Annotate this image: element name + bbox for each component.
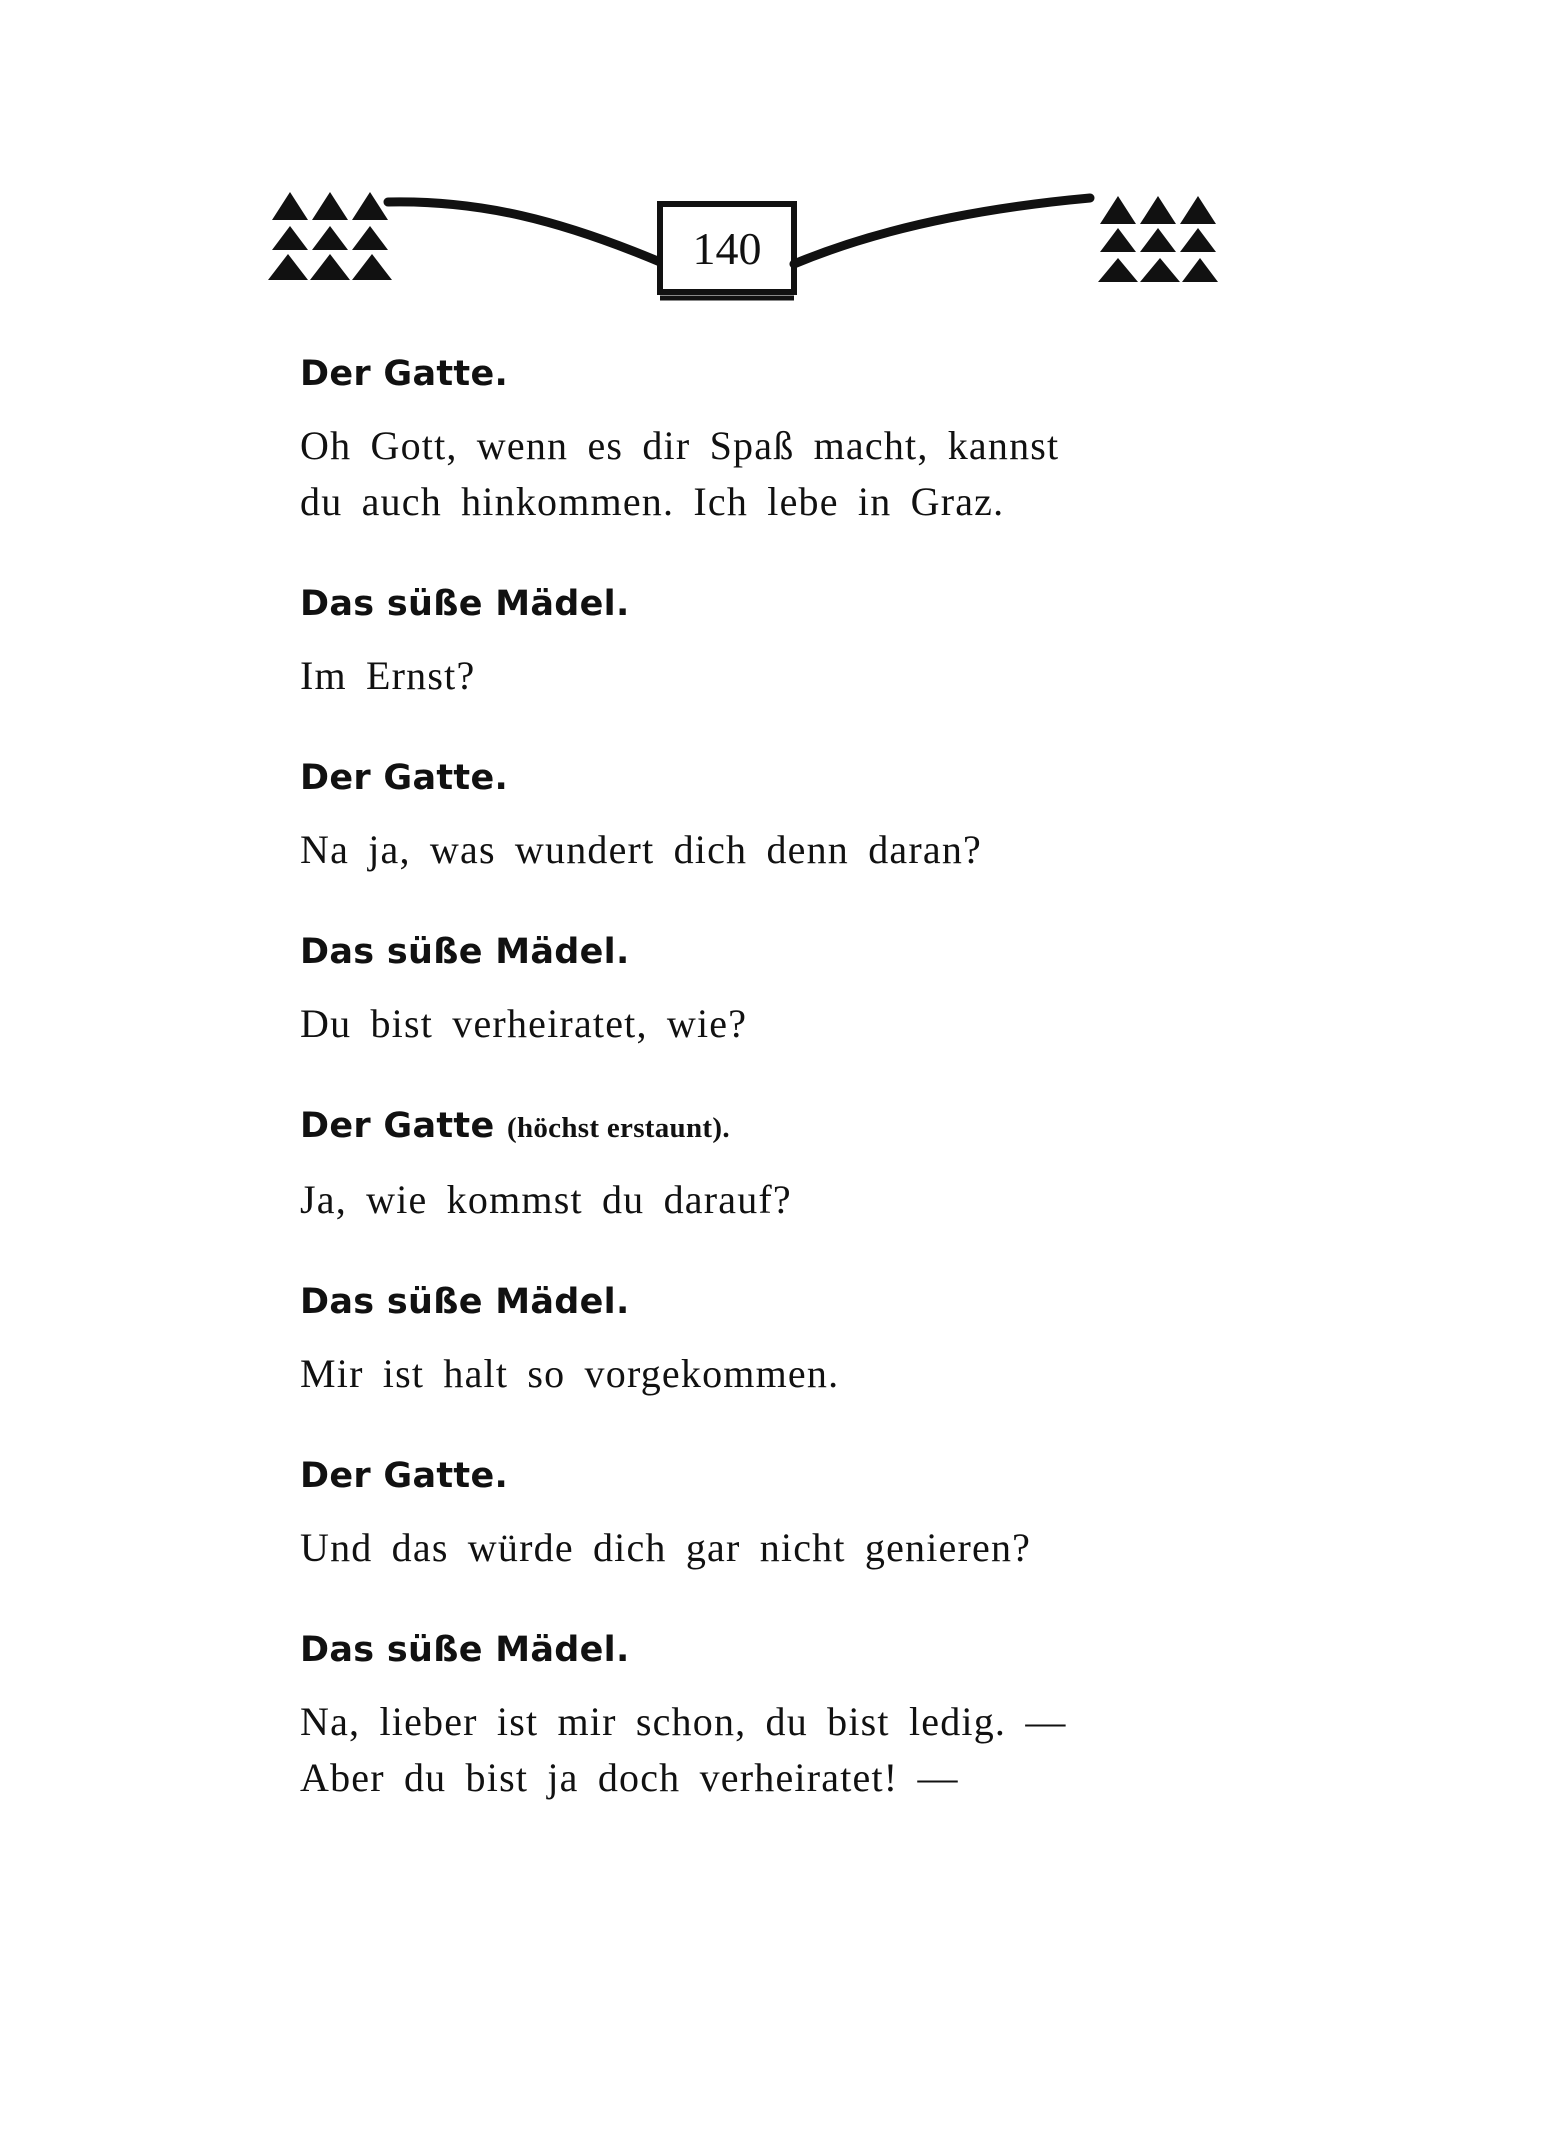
ornament-line-right: [794, 198, 1090, 264]
triangle-cluster-left-icon: [268, 192, 392, 280]
speaker-name: Das süße Mädel.: [300, 584, 630, 624]
dialogue-block: [300, 1280, 1200, 1402]
speaker-name: Der Gatte.: [300, 1456, 509, 1496]
dialogue-block: [300, 582, 1200, 704]
speaker-name: Das süße Mädel.: [300, 1282, 630, 1322]
dialogue-line: Na ja, was wundert dich denn daran?: [300, 827, 982, 872]
dialogue-block: [300, 352, 1200, 530]
speaker-name: Der Gatte.: [300, 354, 509, 394]
speaker-name: Der Gatte.: [300, 758, 509, 798]
dialogue-line: Mir ist halt so vorgekommen.: [300, 1351, 840, 1396]
triangle-cluster-right-icon: [1098, 196, 1218, 282]
dialogue-block: [300, 756, 1200, 878]
speaker-name: Das süße Mädel.: [300, 932, 630, 972]
dialogue-block: [300, 1628, 1200, 1806]
dialogue-line: Ja, wie kommst du darauf?: [300, 1177, 792, 1222]
dialogue-block: [300, 1454, 1200, 1576]
dialogue-line: Und das würde dich gar nicht genieren?: [300, 1525, 1032, 1570]
dialogue-line: Du bist verheiratet, wie?: [300, 1001, 748, 1046]
dialogue-block: [300, 1104, 1200, 1228]
dialogue-line: Im Ernst?: [300, 653, 476, 698]
speaker-name: Das süße Mädel.: [300, 1630, 630, 1670]
dialogue-line: Na, lieber ist mir schon, du bist ledig. — Aber du bist ja doch verheiratet! —: [300, 1699, 1067, 1800]
dialogue-text: [300, 352, 1200, 1858]
stage-direction: (höchst erstaunt).: [506, 1112, 730, 1144]
speaker-name: Der Gatte (höchst erstaunt).: [300, 1106, 730, 1146]
ornament-line-left: [388, 202, 660, 262]
dialogue-line: Oh Gott, wenn es dir Spaß macht, kannst du auch hinkommen. Ich lebe in Graz.: [300, 423, 1060, 524]
page-header-ornament: [260, 180, 1220, 320]
page-number: 140: [692, 223, 762, 274]
dialogue-block: [300, 930, 1200, 1052]
